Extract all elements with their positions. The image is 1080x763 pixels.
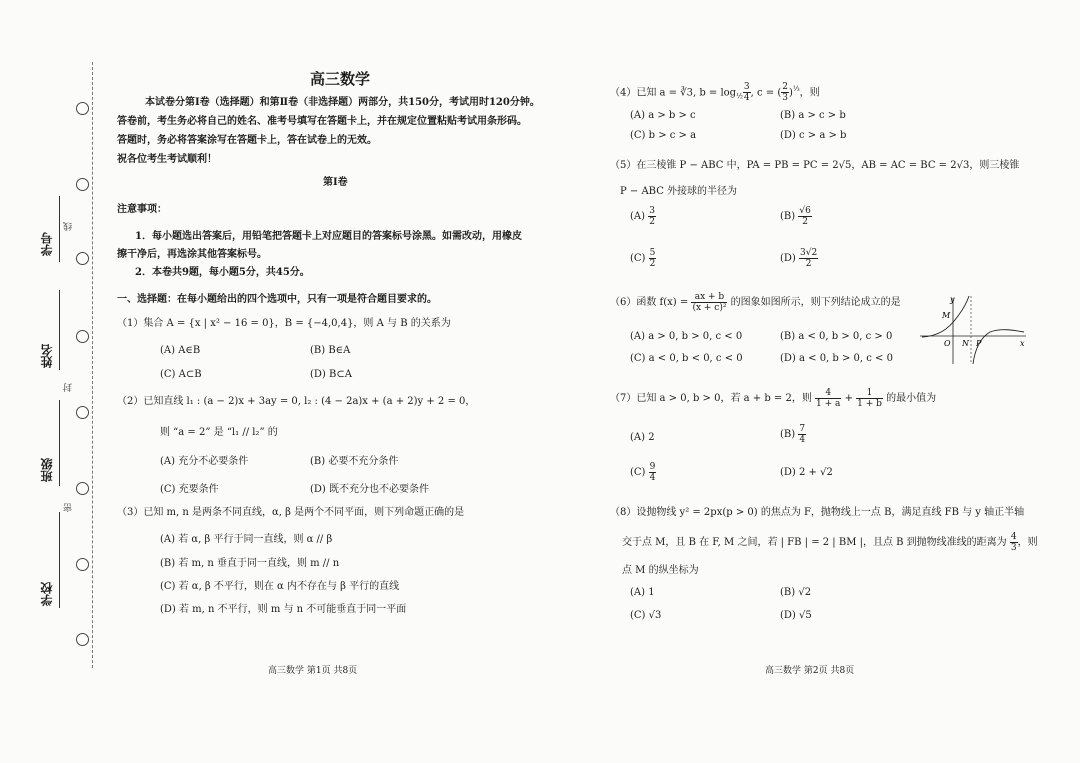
question-stem-cont: 则 “a = 2” 是 “l₁ // l₂” 的 <box>160 427 278 438</box>
intro-line: 祝各位考生考试顺利！ <box>117 154 217 165</box>
fraction <box>798 206 811 227</box>
fraction <box>649 248 657 269</box>
section-title: 第Ⅰ卷 <box>323 177 348 188</box>
binding-hole-icon <box>76 252 89 265</box>
note-line: 1．每小题选出答案后，用铅笔把答题卡上对应题目的答案标号涂黑。如需改动，用橡皮 <box>135 231 522 242</box>
fraction <box>743 82 751 103</box>
option-c: (C) √3 <box>630 610 662 621</box>
name-blank <box>59 290 60 370</box>
option-b: (B) 若 m, n 垂直于同一直线，则 m // n <box>160 558 340 569</box>
seal-char-mi: 密 <box>64 503 74 512</box>
class-blank <box>59 400 60 486</box>
note-line: 擦干净后，再选涂其他答案标号。 <box>117 249 267 260</box>
fraction-numerator: 1 <box>856 388 883 399</box>
question-stem: （3）已知 m, n 是两条不同直线，α, β 是两个不同平面，则下列命题正确的是 <box>117 507 465 518</box>
fraction-denominator: 4 <box>649 473 656 483</box>
fraction-denominator: 3 <box>1010 543 1017 553</box>
log-base: ½ <box>736 92 743 101</box>
fraction-numerator: 3√2 <box>800 248 818 258</box>
exponent: ⅓ <box>792 85 800 93</box>
fraction-numerator: 3 <box>649 206 655 216</box>
option-d: (D) a < 0, b > 0, c < 0 <box>780 353 893 364</box>
part-title: 一、选择题：在每小题给出的四个选项中，只有一项是符合题目要求的。 <box>117 294 437 305</box>
fraction-numerator: √6 <box>799 206 811 216</box>
option-c: (C) a < 0, b < 0, c < 0 <box>630 353 743 364</box>
function-graph <box>918 294 1030 366</box>
question-stem: （5）在三棱锥 P − ABC 中，PA = PB = PC = 2√5，AB = AC = BC = 2√3，则三棱锥 <box>610 160 1020 171</box>
option-a: (A) 充分不必要条件 <box>160 456 249 467</box>
option-d: (D) 若 m, n 不平行，则 m 与 n 不可能垂直于同一平面 <box>160 604 407 615</box>
fraction-numerator: 9 <box>649 462 656 472</box>
school-blank <box>59 512 60 608</box>
option-d: (D) √5 <box>780 610 812 621</box>
option-a: (A) a > 0, b > 0, c < 0 <box>630 331 743 342</box>
fraction-numerator: 3 <box>743 82 750 93</box>
binding-hole-icon <box>76 482 89 495</box>
option-b: (B) 必要不充分条件 <box>310 456 399 467</box>
name-label: 姓名 <box>40 344 54 368</box>
fraction-numerator: ax + b <box>691 292 727 303</box>
binding-hole-icon <box>76 178 89 191</box>
option-b <box>780 424 806 445</box>
q8-stem-part: ，则 <box>1017 537 1038 548</box>
option-c: (C) b > c > a <box>630 130 697 141</box>
question-stem <box>610 388 936 409</box>
q4-stem-part: （4）已知 a = ∛3, b = log <box>610 87 737 99</box>
graph-label-n: N <box>962 339 969 348</box>
graph-label-x: x <box>1020 339 1025 348</box>
option-a: (A) 2 <box>630 432 655 443</box>
option-d: (D) 2 + √2 <box>780 467 833 478</box>
fraction-numerator: 7 <box>799 424 806 434</box>
graph-label-p: P <box>976 339 982 348</box>
option-a: (A) A∈B <box>160 345 201 356</box>
fraction-numerator: 4 <box>1010 532 1017 542</box>
fraction-denominator: 2 <box>802 217 808 227</box>
fraction <box>815 388 841 409</box>
option-c <box>630 462 656 483</box>
option-c <box>630 248 656 269</box>
fraction-denominator: 2 <box>805 259 812 269</box>
fraction-denominator: 4 <box>743 93 750 104</box>
option-a: (A) 1 <box>630 587 655 598</box>
fraction-denominator: 3 <box>782 93 788 104</box>
q4-stem-part: , c = ( <box>750 87 782 99</box>
graph-label-m: M <box>942 311 951 320</box>
option-d: (D) B⊂A <box>310 369 352 380</box>
question-stem-cont: P − ABC 外接球的半径为 <box>620 186 738 197</box>
question-stem <box>610 292 901 313</box>
binding-hole-icon <box>76 558 89 571</box>
option-d: (D) c > a > b <box>780 130 847 141</box>
intro-line: 答卷前，考生务必将自己的姓名、准考号填写在答题卡上，并在规定位置粘贴考试用条形码。 <box>117 116 527 127</box>
student-number-label: 学号 <box>40 232 54 256</box>
q4-stem-part: ) <box>788 87 793 99</box>
fraction-denominator: 2 <box>649 217 655 227</box>
option-b: (B) a > c > b <box>780 110 846 121</box>
option-label: (C) <box>630 467 646 478</box>
q8-stem-part: 交于点 M，且 B 在 F, M 之间，若 | FB | = 2 | BM |，且点 B 到抛物线准线的距离为 <box>622 537 1007 548</box>
intro-line: 答题时，务必将答案涂写在答题卡上，答在试卷上的无效。 <box>117 135 377 146</box>
q7-stem-part: 的最小值为 <box>886 393 937 404</box>
fraction-denominator: 2 <box>649 259 656 269</box>
fraction <box>1010 532 1018 553</box>
fraction-denominator: 4 <box>799 435 806 445</box>
option-a: (A) 若 α, β 平行于同一直线，则 α // β <box>160 534 333 545</box>
note-line: 2．本卷共9题，每小题5分，共45分。 <box>135 267 310 278</box>
page-footer: 高三数学 第2页 共8页 <box>765 666 855 676</box>
option-label: (B) <box>780 211 796 222</box>
notes-title: 注意事项： <box>117 204 167 215</box>
question-stem: （2）已知直线 l₁ : (a − 2)x + 3ay = 0, l₂ : (4 − 2a)x + (a + 2)y + 2 = 0， <box>117 396 476 407</box>
option-label: (B) <box>780 429 796 440</box>
page-footer: 高三数学 第1页 共8页 <box>268 666 358 676</box>
option-b: (B) a < 0, b > 0, c > 0 <box>780 331 893 342</box>
intro-line: 本试卷分第Ⅰ卷（选择题）和第Ⅱ卷（非选择题）两部分，共150分，考试用时120分钟。 <box>145 97 540 108</box>
fraction <box>856 388 883 409</box>
student-number-blank <box>59 196 60 262</box>
fraction <box>799 248 818 269</box>
graph-label-o: O <box>944 339 951 348</box>
seal-char-feng: 封 <box>64 383 74 392</box>
option-d <box>780 248 818 269</box>
binding-hole-icon <box>76 330 89 343</box>
option-c: (C) A⊂B <box>160 369 202 380</box>
fraction-numerator: 2 <box>782 82 788 93</box>
option-label: (C) <box>630 253 646 264</box>
q6-stem-part: 的图象如图所示，则下列结论成立的是 <box>730 297 901 308</box>
fraction-numerator: 4 <box>815 388 841 399</box>
binding-hole-icon <box>76 406 89 419</box>
option-c: (C) 充要条件 <box>160 484 219 495</box>
q7-stem-part: （7）已知 a > 0, b > 0，若 a + b = 2，则 <box>610 393 812 404</box>
question-stem-cont <box>622 532 1038 553</box>
class-label: 班级 <box>40 458 54 482</box>
binding-dashed-line <box>92 62 93 668</box>
graph-label-y: y <box>950 295 955 304</box>
option-label: (D) <box>780 253 796 264</box>
option-c: (C) 若 α, β 不平行，则在 α 内不存在与 β 平行的直线 <box>160 581 400 592</box>
fraction <box>781 82 789 103</box>
question-stem <box>610 78 820 107</box>
question-stem: （8）设抛物线 y² = 2px(p > 0) 的焦点为 F，抛物线上一点 B，满足直线 FB 与 y 轴正半轴 <box>610 507 1025 518</box>
option-b <box>780 206 812 227</box>
fraction-denominator: 1 + b <box>857 399 882 409</box>
fraction <box>649 462 657 483</box>
option-d: (D) 既不充分也不必要条件 <box>310 484 429 495</box>
fraction <box>691 292 727 313</box>
option-a <box>630 206 656 227</box>
school-label: 学校 <box>40 582 54 606</box>
q4-stem-part: ，则 <box>799 87 820 99</box>
option-a: (A) a > b > c <box>630 110 696 121</box>
q6-stem-part: （6）函数 f(x) = <box>610 297 689 308</box>
fraction <box>798 424 806 445</box>
option-b: (B) √2 <box>780 587 812 598</box>
option-b: (B) B∈A <box>310 345 351 356</box>
plus-sign: + <box>844 393 853 404</box>
option-label: (A) <box>630 211 646 222</box>
seal-char-xian: 线 <box>64 222 74 231</box>
binding-hole-icon <box>76 102 89 115</box>
page-title: 高三数学 <box>310 70 371 88</box>
fraction <box>648 206 656 227</box>
question-stem-cont: 点 M 的纵坐标为 <box>622 565 699 576</box>
fraction-numerator: 5 <box>649 248 656 258</box>
fraction-denominator: (x + c)² <box>692 303 727 313</box>
question-stem: （1）集合 A = {x | x² − 16 = 0}，B = {−4,0,4}，则 A 与 B 的关系为 <box>117 318 451 329</box>
fraction-denominator: 1 + a <box>816 399 841 409</box>
binding-hole-icon <box>76 633 89 646</box>
